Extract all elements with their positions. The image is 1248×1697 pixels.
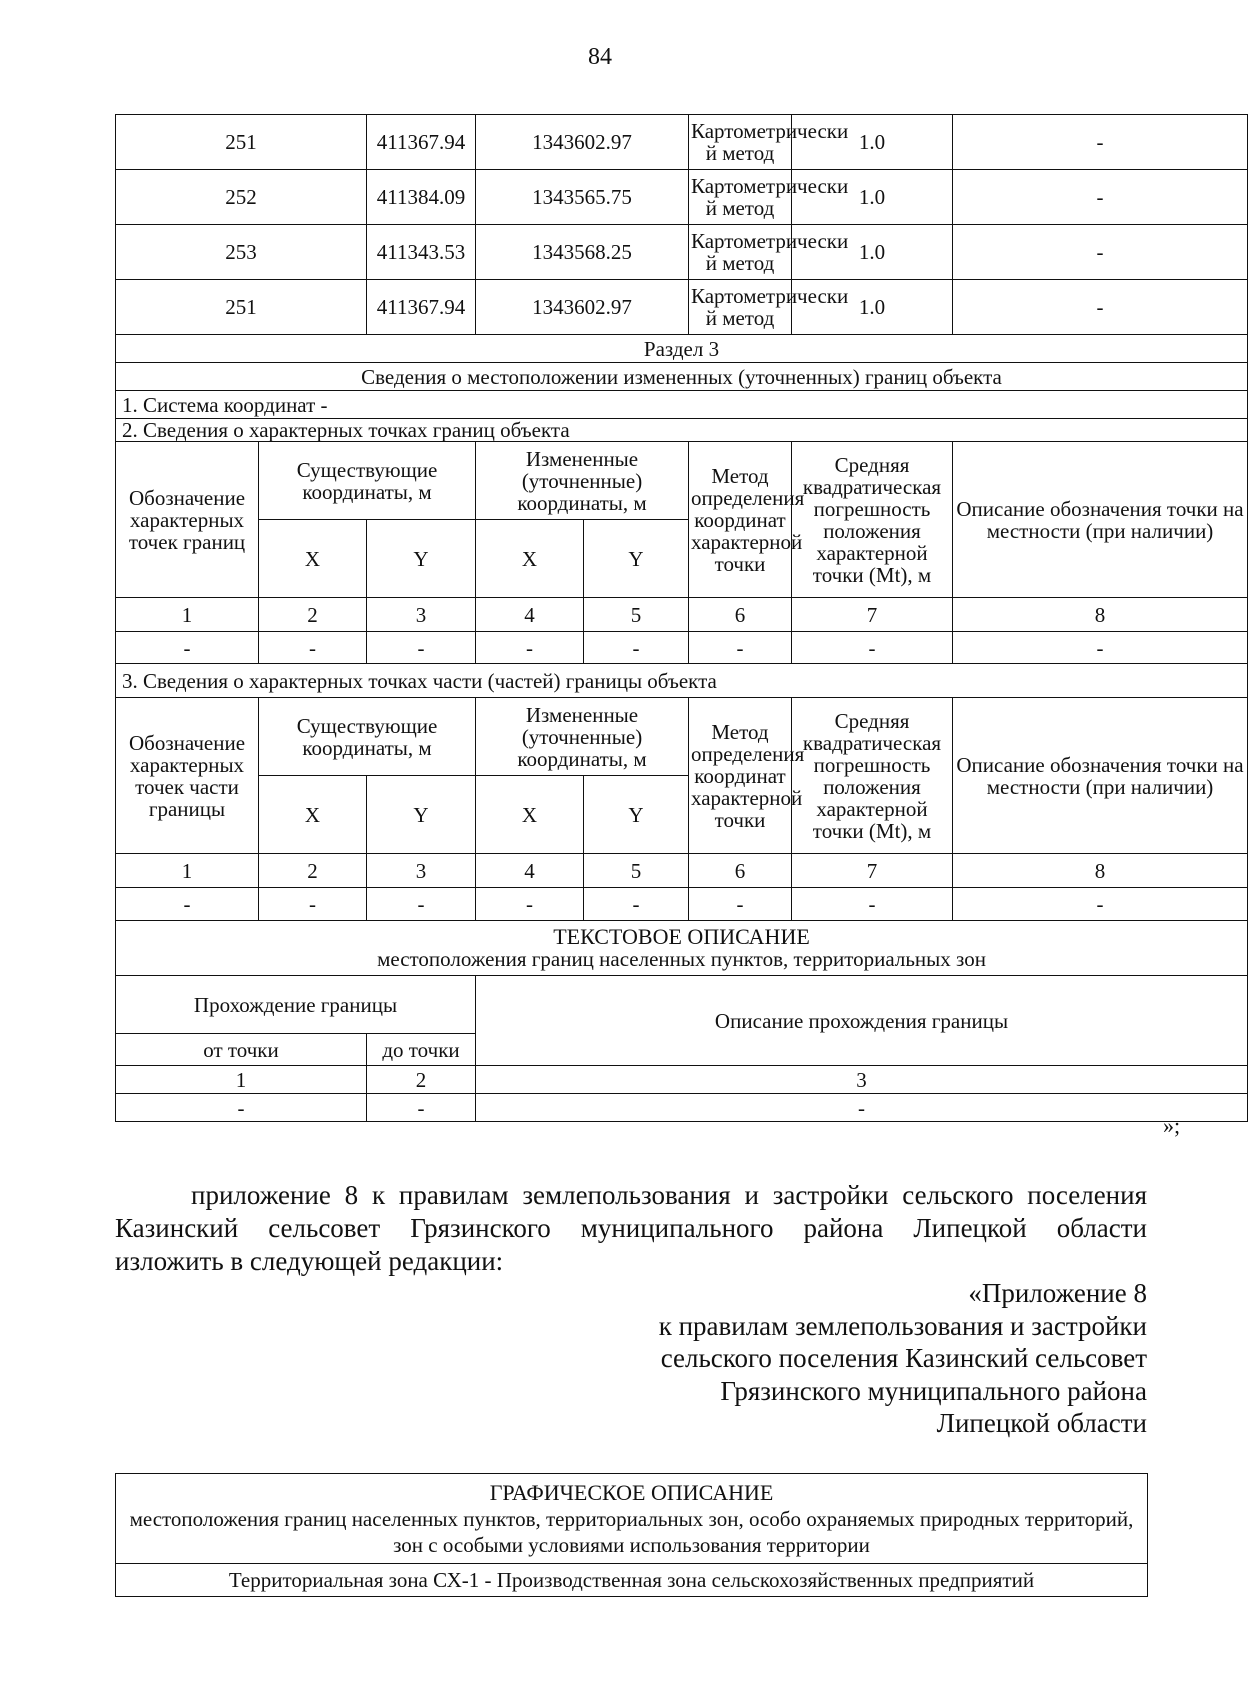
header-designation-part: Обозначение характерных точек части границы [116, 698, 259, 854]
col-number: 3 [367, 854, 476, 888]
coord-x: 411343.53 [367, 225, 476, 280]
col-number: 7 [792, 598, 953, 632]
col-number: 6 [689, 854, 792, 888]
coord-x: 411367.94 [367, 115, 476, 170]
column-numbers-row [116, 854, 1248, 888]
col-number: 2 [367, 1066, 476, 1094]
coord-y: 1343602.97 [476, 115, 689, 170]
col-number: 3 [476, 1066, 1248, 1094]
to-point-header: до точки [367, 1034, 476, 1066]
header-y: Y [367, 520, 476, 598]
empty-cell: - [953, 888, 1248, 921]
graphic-description-heading [116, 1474, 1148, 1564]
appendix-line: «Приложение 8 [968, 1278, 1147, 1308]
amendment-paragraph [115, 1179, 1147, 1278]
appendix-header [527, 1277, 1147, 1440]
col-number: 4 [476, 854, 584, 888]
header-existing: Существующие координаты, м [259, 442, 476, 520]
empty-cell: - [367, 1094, 476, 1122]
point-row [116, 225, 1248, 280]
empty-cell: - [367, 888, 476, 921]
empty-cell: - [584, 888, 689, 921]
header-error: Средняя квадратическая погрешность положения характерной точки (Mt), м [792, 698, 953, 854]
passage-empty-row [116, 1094, 1248, 1122]
header-x: X [259, 520, 367, 598]
passage-header: Прохождение границы [116, 976, 476, 1034]
col-number: 3 [367, 598, 476, 632]
point-id: 253 [116, 225, 367, 280]
point-id: 252 [116, 170, 367, 225]
empty-cell: - [259, 632, 367, 664]
method: Картометрически й метод [689, 115, 792, 170]
coord-y: 1343568.25 [476, 225, 689, 280]
paragraph-line: изложить в следующей редакции: [115, 1246, 504, 1276]
header-y: Y [584, 776, 689, 854]
paragraph-line: Казинский сельсовет Грязинского муниципального района Липецкой области [115, 1213, 1147, 1243]
header-x: X [476, 520, 584, 598]
closing-quote: »; [1163, 1113, 1181, 1138]
coord-y: 1343602.97 [476, 280, 689, 335]
error-value: 1.0 [792, 170, 953, 225]
col-number: 6 [689, 598, 792, 632]
empty-cell: - [689, 632, 792, 664]
graphic-description-subtitle: местоположения границ населенных пунктов, территориальных зон, особо охраняемых природных территорий, зон с особыми условиями использования территории [129, 1506, 1134, 1557]
header-changed: Измененные (уточненные) координаты, м [476, 442, 689, 520]
appendix-line: сельского поселения Казинский сельсовет [660, 1343, 1147, 1373]
method: Картометрически й метод [689, 170, 792, 225]
col-number: 1 [116, 1066, 367, 1094]
description: - [953, 280, 1248, 335]
empty-cell: - [367, 632, 476, 664]
col-number: 1 [116, 854, 259, 888]
description: - [953, 225, 1248, 280]
section-subtitle: Сведения о местоположении измененных (уточненных) границ объекта [116, 363, 1248, 391]
point-id: 251 [116, 115, 367, 170]
header-changed: Измененные (уточненные) координаты, м [476, 698, 689, 776]
col-number: 7 [792, 854, 953, 888]
col-number: 8 [953, 598, 1248, 632]
empty-cell: - [116, 1094, 367, 1122]
coord-x: 411367.94 [367, 280, 476, 335]
coord-x: 411384.09 [367, 170, 476, 225]
error-value: 1.0 [792, 225, 953, 280]
passage-numbers-row [116, 1066, 1248, 1094]
empty-cell: - [689, 888, 792, 921]
empty-cell: - [953, 632, 1248, 664]
text-description-subtitle: местоположения границ населенных пунктов, территориальных зон [377, 947, 986, 971]
point-row [116, 115, 1248, 170]
empty-row [116, 888, 1248, 921]
paragraph-line: приложение 8 к правилам землепользования и застройки сельского поселения [191, 1180, 1147, 1210]
header-method: Метод определения координат характерной точки [689, 698, 792, 854]
appendix-line: Грязинского муниципального района [720, 1375, 1147, 1406]
territorial-zone: Территориальная зона СХ-1 - Производственная зона сельскохозяйственных предприятий [116, 1564, 1148, 1597]
header-description: Описание обозначения точки на местности (при наличии) [953, 698, 1248, 854]
empty-cell: - [584, 632, 689, 664]
page-number: 84 [588, 44, 612, 70]
header-designation: Обозначение характерных точек границ [116, 442, 259, 598]
col-number: 2 [259, 598, 367, 632]
passage-description-header: Описание прохождения границы [476, 976, 1248, 1066]
text-description-title: ТЕКСТОВОЕ ОПИСАНИЕ [553, 924, 810, 949]
part-points-title: 3. Сведения о характерных точках части (частей) границы объекта [116, 664, 1248, 698]
col-number: 1 [116, 598, 259, 632]
appendix-line: Липецкой области [936, 1408, 1147, 1438]
header-y: Y [367, 776, 476, 854]
column-numbers-row [116, 598, 1248, 632]
header-existing: Существующие координаты, м [259, 698, 476, 776]
method: Картометрически й метод [689, 280, 792, 335]
char-points-title: 2. Сведения о характерных точках границ объекта [116, 419, 1248, 442]
empty-cell: - [792, 888, 953, 921]
header-x: X [476, 776, 584, 854]
coord-system: 1. Система координат - [116, 391, 1248, 419]
point-id: 251 [116, 280, 367, 335]
col-number: 4 [476, 598, 584, 632]
graphic-description-title: ГРАФИЧЕСКОЕ ОПИСАНИЕ [489, 1479, 774, 1505]
from-point-header: от точки [116, 1034, 367, 1066]
col-number: 8 [953, 854, 1248, 888]
appendix-line: к правилам землепользования и застройки [658, 1310, 1147, 1341]
points-table [115, 114, 1248, 1122]
header-error: Средняя квадратическая погрешность положения характерной точки (Mt), м [792, 442, 953, 598]
empty-cell: - [116, 888, 259, 921]
error-value: 1.0 [792, 115, 953, 170]
empty-cell: - [476, 1094, 1248, 1122]
error-value: 1.0 [792, 280, 953, 335]
graphic-description-table [115, 1473, 1148, 1597]
empty-cell: - [792, 632, 953, 664]
point-row [116, 170, 1248, 225]
header-description: Описание обозначения точки на местности (при наличии) [953, 442, 1248, 598]
header-x: X [259, 776, 367, 854]
header-y: Y [584, 520, 689, 598]
text-description-heading [116, 921, 1248, 976]
coord-y: 1343565.75 [476, 170, 689, 225]
empty-cell: - [259, 888, 367, 921]
empty-cell: - [116, 632, 259, 664]
empty-cell: - [476, 888, 584, 921]
empty-row [116, 632, 1248, 664]
empty-cell: - [476, 632, 584, 664]
header-method: Метод определения координат характерной точки [689, 442, 792, 598]
description: - [953, 115, 1248, 170]
section-title: Раздел 3 [116, 335, 1248, 363]
col-number: 5 [584, 598, 689, 632]
point-row [116, 280, 1248, 335]
col-number: 2 [259, 854, 367, 888]
method: Картометрически й метод [689, 225, 792, 280]
description: - [953, 170, 1248, 225]
col-number: 5 [584, 854, 689, 888]
